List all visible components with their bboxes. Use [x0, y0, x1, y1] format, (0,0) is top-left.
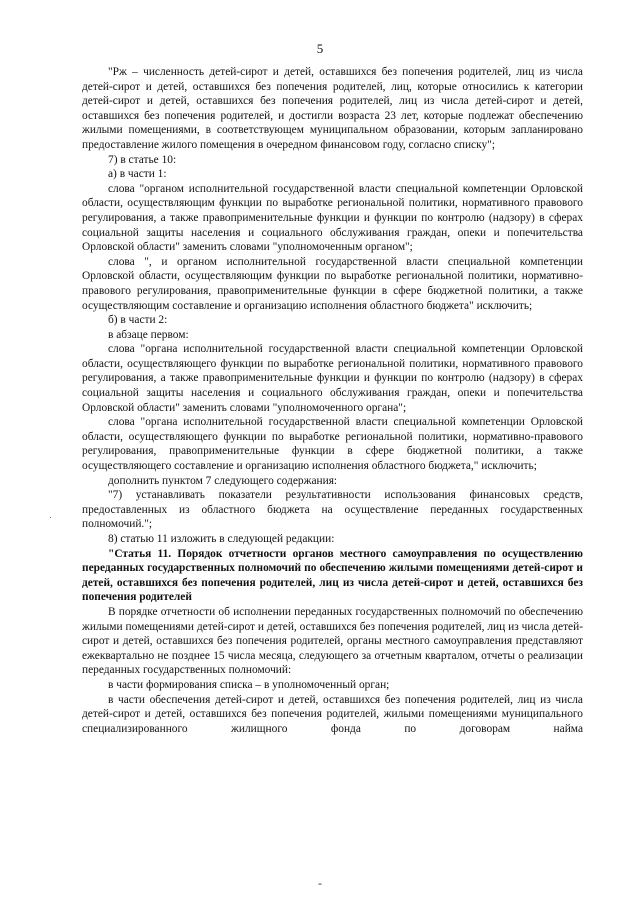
paragraph-sub-a: а) в части 1:	[108, 168, 167, 181]
paragraph-replace-words-2: слова "органа исполнительной государственной власти специальной компетенции Орловской области, осуществляющего функции по выработке региональной политики, нормативного правового регулирования, а также правоприменительные функции и функции по контролю (надзору) в сферах социальной защиты населения и социального обслуживания граждан, опеки и попечительства Орловской области" заменить словами "уполномоченного органа";	[82, 343, 583, 414]
document-body	[82, 65, 583, 736]
paragraph-first-subsection: в абзаце первом:	[108, 328, 189, 341]
paragraph-item-7: 7) в статье 10:	[108, 153, 177, 166]
paragraph-housing-provision: в части обеспечения детей-сирот и детей, оставшихся без попечения родителей, лиц из числа детей-сирот и детей, оставшихся без попечения родителей, жилыми помещениями муниципального специализированного жилищного фонда по договорам найма	[82, 693, 583, 735]
paragraph-item-8: 8) статью 11 изложить в следующей редакции:	[108, 533, 335, 545]
paragraph-exclude-words-1: слова ", и органом исполнительной государственной власти специальной компетенции Орловской области, осуществляющим функции по выработке региональной политики, нормативно-правового регулирования, правоприменительные функции в сфере бюджетной политики, а также осуществляющим составление и организацию исполнения областного бюджета" исключить;	[82, 255, 583, 312]
paragraph-point-7-text: "7) устанавливать показатели результативности использования финансовых средств, предоставленных из областного бюджета на осуществление переданных государственных полномочий.";	[82, 489, 583, 531]
paragraph-reporting-order: В порядке отчетности об исполнении переданных государственных полномочий по обеспечению жилыми помещениями детей-сирот и детей, оставшихся без попечения родителей, лиц из числа детей-сирот и детей, оставшихся без попечения родителей, органы местного самоуправления представляют ежеквартально не позднее 15 числа месяца, следующего за отчетным кварталом, отчеты о реализации переданных государственных полномочий:	[82, 605, 583, 677]
paragraph-add-point-7: дополнить пунктом 7 следующего содержания:	[108, 474, 338, 487]
paragraph-formula-definition: "Рж – численность детей-сирот и детей, оставшихся без попечения родителей, лиц из числа детей-сирот и детей, оставшихся без попечения родителей, лиц, которые относились к категории детей-сирот и детей, оставшихся без попечения родителей, лиц из числа детей-сирот и детей, оставшихся без попечения родителей, и достигли возраста 23 лет, которые подлежат обеспечению жилыми помещениями, в соответствующем муниципальном образовании, которым запланировано предоставление жилого помещения в очередном финансовом году, согласно списку";	[82, 66, 583, 151]
paragraph-exclude-words-2: слова "органа исполнительной государственной власти специальной компетенции Орловской области, осуществляющего функции по выработке региональной политики, нормативно-правового регулирования, правоприменительные функции в сфере бюджетной политики, а также осуществляющего составление и организацию исполнения областного бюджета," исключить;	[82, 416, 583, 473]
page-number: 5	[316, 41, 324, 56]
scan-speck	[50, 517, 51, 518]
footer-mark: -	[318, 876, 322, 890]
article-11-heading: "Статья 11. Порядок отчетности органов местного самоуправления по осуществлению переданных государственных полномочий по обеспечению жилыми помещениями детей-сирот и детей, оставшихся без попечения родителей, лиц из числа детей-сирот и детей, оставшихся без попечения родителей	[82, 547, 583, 604]
paragraph-replace-words-1: слова "органом исполнительной государственной власти специальной компетенции Орловской области, осуществляющим функции по выработке региональной политики, нормативного правового регулирования, а также правоприменительные функции и функции по контролю (надзору) в сферах социальной защиты населения и социального обслуживания граждан, опеки и попечительства Орловской области" заменить словами "уполномоченным органом";	[82, 182, 583, 254]
paragraph-sub-b: б) в части 2:	[108, 314, 168, 327]
paragraph-list-forming: в части формирования списка – в уполномоченный орган;	[108, 678, 390, 691]
